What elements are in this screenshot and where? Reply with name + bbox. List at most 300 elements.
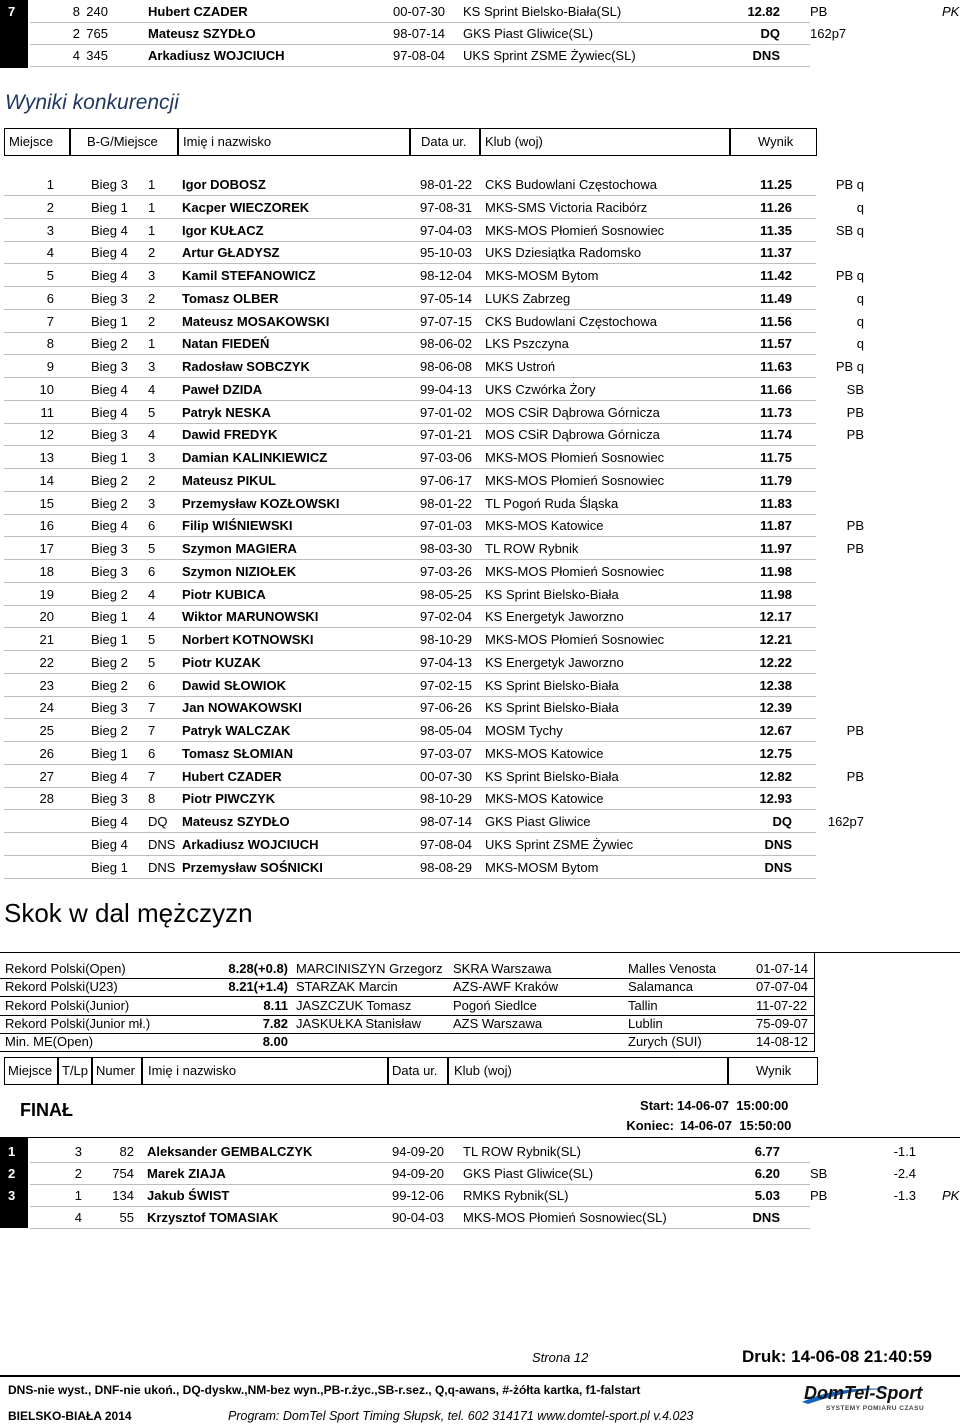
place: 2: [8, 1166, 16, 1181]
birth-date: 97-02-15: [420, 677, 473, 693]
row-separator: [30, 1184, 810, 1185]
heat: Bieg 2: [91, 677, 128, 693]
result: 11.49: [760, 290, 792, 306]
row-separator: [4, 855, 816, 856]
heat-place: 6: [148, 677, 156, 693]
end-label: Koniec:: [626, 1118, 674, 1133]
birth-date: 99-04-13: [420, 381, 473, 397]
heat-place: 1: [148, 177, 156, 192]
athlete-name: Piotr KUBICA: [182, 586, 266, 602]
heat: Bieg 4: [91, 245, 128, 261]
birth-date: 97-08-31: [420, 199, 473, 215]
note: q: [856, 290, 864, 306]
record-value: 7.82: [262, 1015, 288, 1031]
note: PB q: [835, 268, 864, 283]
record-date: 75-09-07: [756, 1015, 809, 1031]
heat: Bieg 3: [91, 700, 128, 716]
athlete-name: Kacper WIECZOREK: [182, 199, 310, 215]
birth-date: 98-03-30: [420, 541, 473, 556]
athlete-name: Patryk WALCZAK: [182, 723, 291, 738]
footer-line: [0, 1375, 960, 1377]
record-holder: MARCINISZYN Grzegorz: [296, 961, 443, 976]
record-value: 8.00: [262, 1034, 288, 1050]
row-separator: [4, 400, 816, 401]
club: MKS-MOS Katowice: [485, 791, 604, 807]
birth-date: 94-09-20: [392, 1144, 445, 1159]
heat: Bieg 3: [91, 563, 128, 579]
row-separator: [30, 1206, 810, 1207]
athlete-name: Natan FIEDEŃ: [182, 336, 270, 352]
birth-date: 98-05-04: [420, 723, 473, 738]
result: 11.98: [760, 563, 792, 579]
heat: Bieg 4: [91, 268, 128, 283]
result: 11.87: [760, 518, 792, 534]
birth-date: 97-01-02: [420, 404, 473, 420]
athlete-name: Artur GŁADYSZ: [182, 245, 280, 261]
place: 10: [39, 381, 54, 397]
result: DNS: [764, 859, 792, 875]
record-label: Min. ME(Open): [5, 1034, 94, 1050]
birth-date: 97-01-03: [420, 518, 473, 534]
athlete-name: Szymon NIZIOŁEK: [182, 563, 297, 579]
record-holder: JASKUŁKA Stanisław: [296, 1015, 422, 1031]
bib-number: 82: [119, 1144, 134, 1159]
athlete-name: Szymon MAGIERA: [182, 541, 297, 556]
final-top-line: [0, 1137, 960, 1138]
record-value: 8.28(+0.8): [228, 961, 288, 976]
heat-place: 5: [148, 632, 156, 647]
lj-header-tlp: T/Lp: [62, 1063, 89, 1078]
record-club: Pogoń Siedlce: [453, 997, 537, 1013]
result: 12.39: [759, 700, 792, 716]
birth-date: 97-06-26: [420, 700, 473, 716]
result: 11.97: [760, 541, 792, 556]
club: MKS-MOS Płomień Sosnowiec: [485, 472, 665, 488]
note: 162p7: [827, 814, 864, 829]
athlete-name: Aleksander GEMBALCZYK: [147, 1144, 313, 1159]
result: 11.26: [760, 199, 792, 215]
lj-header-date: Data ur.: [392, 1063, 438, 1078]
heat-place: 4: [148, 609, 156, 625]
heat-place: 4: [148, 427, 156, 443]
lj-header-club: Klub (woj): [454, 1063, 512, 1078]
athlete-name: Piotr PIWCZYK: [182, 791, 276, 807]
place: 4: [46, 245, 54, 261]
header-place: Miejsce: [9, 134, 54, 149]
heat: Bieg 1: [91, 450, 128, 465]
place: 26: [39, 745, 54, 761]
record-place: Tallin: [628, 997, 658, 1013]
heat-place: 4: [148, 381, 156, 397]
athlete-name: Marek ZIAJA: [147, 1166, 226, 1181]
birth-date: 98-05-25: [420, 586, 473, 602]
place: 5: [46, 268, 54, 283]
heat-place: 1: [148, 336, 156, 352]
row-separator: [4, 195, 816, 196]
trial-order: 1: [74, 1188, 82, 1203]
heat-place: 3: [148, 450, 156, 465]
note: PB q: [835, 177, 864, 192]
birth-date: 98-01-22: [420, 177, 473, 192]
lj-header-place: Miejsce: [8, 1063, 53, 1078]
heat: Bieg 2: [91, 336, 128, 352]
athlete-name: Piotr KUZAK: [182, 654, 261, 670]
note: PB: [810, 1188, 828, 1203]
birth-date: 97-08-04: [393, 48, 446, 63]
note: PB: [810, 4, 828, 19]
athlete-name: Mateusz PIKUL: [182, 472, 276, 488]
note: q: [856, 336, 864, 352]
heat: Bieg 4: [91, 814, 128, 829]
row-separator: [4, 673, 816, 674]
club: MKS-MOS Płomień Sosnowiec: [485, 450, 665, 465]
row-separator: [4, 514, 816, 515]
result: 11.37: [760, 245, 792, 261]
bib-number: 55: [119, 1210, 134, 1225]
heat: Bieg 1: [91, 313, 128, 329]
birth-date: 98-06-08: [420, 359, 473, 374]
row-separator: [4, 627, 816, 628]
row-separator: [30, 22, 810, 23]
result: 12.22: [759, 654, 792, 670]
place: 12: [39, 427, 54, 443]
club: KS Sprint Bielsko-Biała: [485, 586, 619, 602]
birth-date: 97-04-03: [420, 222, 473, 238]
program-info: Program: DomTel Sport Timing Słupsk, tel. 602 314171 www.domtel-sport.pl v.4.023: [228, 1409, 694, 1423]
heat: Bieg 3: [91, 541, 128, 556]
club: TL ROW Rybnik(SL): [463, 1144, 581, 1159]
place: 1: [8, 1144, 16, 1159]
record-club: AZS-AWF Kraków: [453, 979, 558, 995]
heat-place: 5: [148, 541, 156, 556]
club: UKS Czwórka Żory: [485, 381, 596, 397]
record-holder: JASZCZUK Tomasz: [296, 997, 412, 1013]
club: MKS-MOS Płomień Sosnowiec: [485, 632, 665, 647]
heat: Bieg 4: [91, 768, 128, 784]
club: UKS Sprint ZSME Żywiec: [485, 836, 634, 852]
record-label: Rekord Polski(U23): [5, 979, 118, 995]
result: 11.83: [760, 495, 792, 511]
club: MKS-MOSM Bytom: [485, 268, 599, 283]
extra-mark: PK: [942, 4, 960, 19]
club: MKS-MOS Katowice: [485, 745, 604, 761]
heat: Bieg 4: [91, 381, 128, 397]
row-separator: [4, 559, 816, 560]
athlete-name: Tomasz SŁOMIAN: [182, 745, 293, 761]
result: 11.57: [760, 336, 792, 352]
heat-place: 2: [148, 290, 156, 306]
note: PB: [846, 768, 864, 784]
birth-date: 97-08-04: [420, 836, 473, 852]
heat-place: DQ: [148, 814, 168, 829]
heat-place: 6: [148, 518, 156, 534]
row-separator: [4, 787, 816, 788]
records-right-border: [814, 952, 815, 1052]
athlete-name: Przemysław SOŚNICKI: [182, 859, 323, 875]
result: 11.75: [760, 450, 792, 465]
row-separator: [4, 491, 816, 492]
birth-date: 00-07-30: [393, 4, 446, 19]
bib-number: 765: [86, 26, 108, 41]
result: 11.98: [760, 586, 792, 602]
heat-place: 4: [148, 586, 156, 602]
final-title: FINAŁ: [20, 1100, 73, 1120]
row-separator: [30, 1228, 810, 1229]
club: TL ROW Rybnik: [485, 541, 579, 556]
place: 17: [39, 541, 54, 556]
row-separator: [4, 354, 816, 355]
club: TL Pogoń Ruda Śląska: [485, 495, 619, 511]
result: 11.66: [760, 381, 792, 397]
place: 25: [39, 723, 54, 738]
result: 12.82: [747, 4, 780, 19]
result: 11.74: [760, 427, 792, 443]
birth-date: 97-06-17: [420, 472, 473, 488]
club: GKS Piast Gliwice: [485, 814, 591, 829]
heat: Bieg 2: [91, 723, 128, 738]
athlete-name: Arkadiusz WOJCIUCH: [182, 836, 319, 852]
competition-results-title: Wyniki konkurencji: [5, 91, 179, 114]
header-heat: B-G/Miejsce: [87, 134, 158, 149]
lane: 4: [72, 48, 80, 63]
record-place: Zurych (SUI): [628, 1034, 702, 1050]
birth-date: 98-01-22: [420, 495, 473, 511]
row-separator: [4, 468, 816, 469]
result: DNS: [764, 836, 792, 852]
result: 11.25: [760, 177, 792, 192]
place: 7: [46, 313, 54, 329]
row-separator: [4, 377, 816, 378]
row-separator: [4, 878, 816, 879]
header-date: Data ur.: [421, 134, 467, 149]
record-value: 8.21(+1.4): [228, 979, 288, 995]
heat: Bieg 4: [91, 836, 128, 852]
note: q: [856, 199, 864, 215]
place: 6: [46, 290, 54, 306]
athlete-name: Filip WIŚNIEWSKI: [182, 518, 293, 534]
record-label: Rekord Polski(Junior mł.): [5, 1015, 151, 1031]
club: GKS Piast Gliwice(SL): [463, 1166, 594, 1181]
birth-date: 98-10-29: [420, 632, 473, 647]
athlete-name: Mateusz SZYDŁO: [182, 814, 290, 829]
place: 11: [40, 404, 54, 420]
birth-date: 97-04-13: [420, 654, 473, 670]
place: 22: [39, 654, 54, 670]
birth-date: 98-07-14: [393, 26, 446, 41]
heat: Bieg 3: [91, 359, 128, 374]
result: DNS: [752, 48, 780, 63]
row-separator: [4, 536, 816, 537]
row-separator: [30, 44, 810, 45]
place: 14: [39, 472, 54, 488]
athlete-name: Patryk NESKA: [182, 404, 271, 420]
club: KS Sprint Bielsko-Biała: [485, 700, 619, 716]
club: KS Sprint Bielsko-Biała: [485, 768, 619, 784]
row-separator: [4, 332, 816, 333]
club: KS Sprint Bielsko-Biała: [485, 677, 619, 693]
place: 21: [39, 632, 54, 647]
start-label: Start:: [640, 1098, 674, 1113]
extra-mark: PK: [942, 1188, 960, 1203]
legend: DNS-nie wyst., DNF-nie ukoń., DQ-dyskw.,NM-bez wyn.,PB-r.życ.,SB-r.sez., Q,q-awans, #-żółta kartka, f1-falstart: [8, 1383, 641, 1397]
heat-place: DNS: [148, 836, 176, 852]
heat: Bieg 4: [91, 404, 128, 420]
start-value: 14-06-07 15:00:00: [677, 1098, 789, 1113]
lj-header-name: Imię i nazwisko: [148, 1063, 237, 1078]
club: MOS CSiR Dąbrowa Górnicza: [485, 427, 660, 443]
heat: Bieg 3: [91, 290, 128, 306]
end-value: 14-06-07 15:50:00: [680, 1118, 792, 1133]
birth-date: 97-05-14: [420, 290, 473, 306]
heat-place: 2: [148, 313, 156, 329]
record-label: Rekord Polski(Open): [5, 961, 126, 976]
bib-number: 754: [112, 1166, 134, 1181]
result: 11.35: [760, 222, 792, 238]
note: PB q: [835, 359, 864, 374]
club: UKS Sprint ZSME Żywiec(SL): [463, 48, 636, 63]
header-name: Imię i nazwisko: [183, 134, 272, 149]
birth-date: 99-12-06: [392, 1188, 445, 1203]
heat-place: 1: [148, 222, 156, 238]
result: 12.17: [759, 609, 792, 625]
row-separator: [4, 809, 816, 810]
place: 7: [8, 4, 16, 19]
heat: Bieg 2: [91, 472, 128, 488]
place: 27: [39, 768, 54, 784]
heat-place: 3: [148, 359, 156, 374]
logo-text: DomTel-Sport: [804, 1383, 923, 1403]
wind: -1.3: [893, 1188, 916, 1203]
heat: Bieg 2: [91, 586, 128, 602]
birth-date: 98-10-29: [420, 791, 473, 807]
place: 23: [39, 677, 54, 693]
result: 11.63: [760, 359, 792, 374]
result: 11.56: [760, 313, 792, 329]
athlete-name: Hubert CZADER: [148, 4, 248, 19]
athlete-name: Jan NOWAKOWSKI: [182, 700, 302, 716]
result: DQ: [772, 814, 792, 829]
record-date: 11-07-22: [756, 997, 808, 1013]
place: 16: [39, 518, 54, 534]
club: CKS Budowlani Częstochowa: [485, 313, 657, 329]
note: PB: [846, 723, 864, 738]
club: MKS-MOS Płomień Sosnowiec(SL): [463, 1210, 667, 1225]
club: GKS Piast Gliwice(SL): [463, 26, 594, 41]
club: KS Energetyk Jaworzno: [485, 654, 624, 670]
heat-place: 8: [148, 791, 156, 807]
place: 24: [39, 700, 54, 716]
birth-date: 97-02-04: [420, 609, 473, 625]
long-jump-title: Skok w dal mężczyzn: [4, 898, 253, 928]
athlete-name: Hubert CZADER: [182, 768, 282, 784]
row-separator: [4, 764, 816, 765]
heat: Bieg 4: [91, 518, 128, 534]
row-separator: [4, 218, 816, 219]
wind: -2.4: [893, 1166, 916, 1181]
club: RMKS Rybnik(SL): [463, 1188, 569, 1203]
athlete-name: Igor DOBOSZ: [182, 177, 266, 192]
athlete-name: Igor KUŁACZ: [182, 222, 264, 238]
row-separator: [4, 309, 816, 310]
note: PB: [846, 541, 864, 556]
birth-date: 97-03-07: [420, 745, 473, 761]
club: KS Sprint Bielsko-Biała(SL): [463, 4, 622, 19]
heat-place: 3: [148, 495, 156, 511]
athlete-name: Jakub ŚWIST: [147, 1188, 230, 1203]
record-date: 07-07-04: [756, 979, 809, 995]
athlete-name: Krzysztof TOMASIAK: [147, 1210, 279, 1225]
header-result: Wynik: [758, 134, 794, 149]
birth-date: 97-03-06: [420, 450, 473, 465]
row-separator: [30, 66, 810, 67]
heat-place: 5: [148, 654, 156, 670]
athlete-name: Kamil STEFANOWICZ: [182, 268, 316, 283]
record-club: AZS Warszawa: [453, 1015, 543, 1031]
result: 12.38: [759, 677, 792, 693]
birth-date: 97-01-21: [420, 427, 473, 443]
lj-header-result: Wynik: [756, 1063, 792, 1078]
heat: Bieg 2: [91, 654, 128, 670]
row-separator: [4, 263, 816, 264]
birth-date: 97-07-15: [420, 313, 473, 329]
club: MKS-MOSM Bytom: [485, 859, 599, 875]
place: 1: [46, 177, 54, 192]
row-separator: [30, 1162, 810, 1163]
heat: Bieg 3: [91, 177, 128, 192]
birth-date: 98-08-29: [420, 859, 473, 875]
result: 11.42: [760, 268, 792, 283]
record-label: Rekord Polski(Junior): [5, 997, 130, 1013]
club: KS Energetyk Jaworzno: [485, 609, 624, 625]
lj-header-num: Numer: [96, 1064, 136, 1077]
result: 12.67: [759, 723, 792, 738]
place: 19: [39, 586, 54, 602]
athlete-name: Tomasz OLBER: [182, 290, 279, 306]
heat-place: 6: [148, 745, 156, 761]
result: 11.79: [760, 472, 792, 488]
athlete-name: Mateusz SZYDŁO: [148, 26, 256, 41]
note: PB: [846, 427, 864, 443]
note: PB: [846, 518, 864, 534]
result: 12.82: [759, 768, 792, 784]
heat-place: 2: [148, 245, 156, 261]
row-separator: [4, 741, 816, 742]
birth-date: 90-04-03: [392, 1210, 445, 1225]
athlete-name: Przemysław KOZŁOWSKI: [182, 495, 340, 511]
record-place: Malles Venosta: [628, 961, 717, 976]
bib-number: 240: [86, 4, 108, 19]
row-separator: [4, 582, 816, 583]
club: MOSM Tychy: [485, 723, 563, 738]
header-club: Klub (woj): [485, 134, 543, 149]
athlete-name: Arkadiusz WOJCIUCH: [148, 48, 285, 63]
place: 13: [39, 450, 54, 465]
result: DNS: [752, 1210, 780, 1225]
row-separator: [4, 696, 816, 697]
birth-date: 98-12-04: [420, 268, 473, 283]
birth-date: 98-06-02: [420, 336, 473, 352]
heat: Bieg 3: [91, 791, 128, 807]
heat-place: 2: [148, 472, 156, 488]
result: 5.03: [754, 1188, 780, 1203]
heat: Bieg 1: [91, 609, 128, 625]
heat-place: 6: [148, 563, 156, 579]
club: CKS Budowlani Częstochowa: [485, 177, 657, 192]
result: DQ: [760, 26, 780, 41]
heat: Bieg 1: [91, 745, 128, 761]
wind: -1.1: [893, 1144, 916, 1159]
page-number: Strona 12: [532, 1350, 589, 1365]
